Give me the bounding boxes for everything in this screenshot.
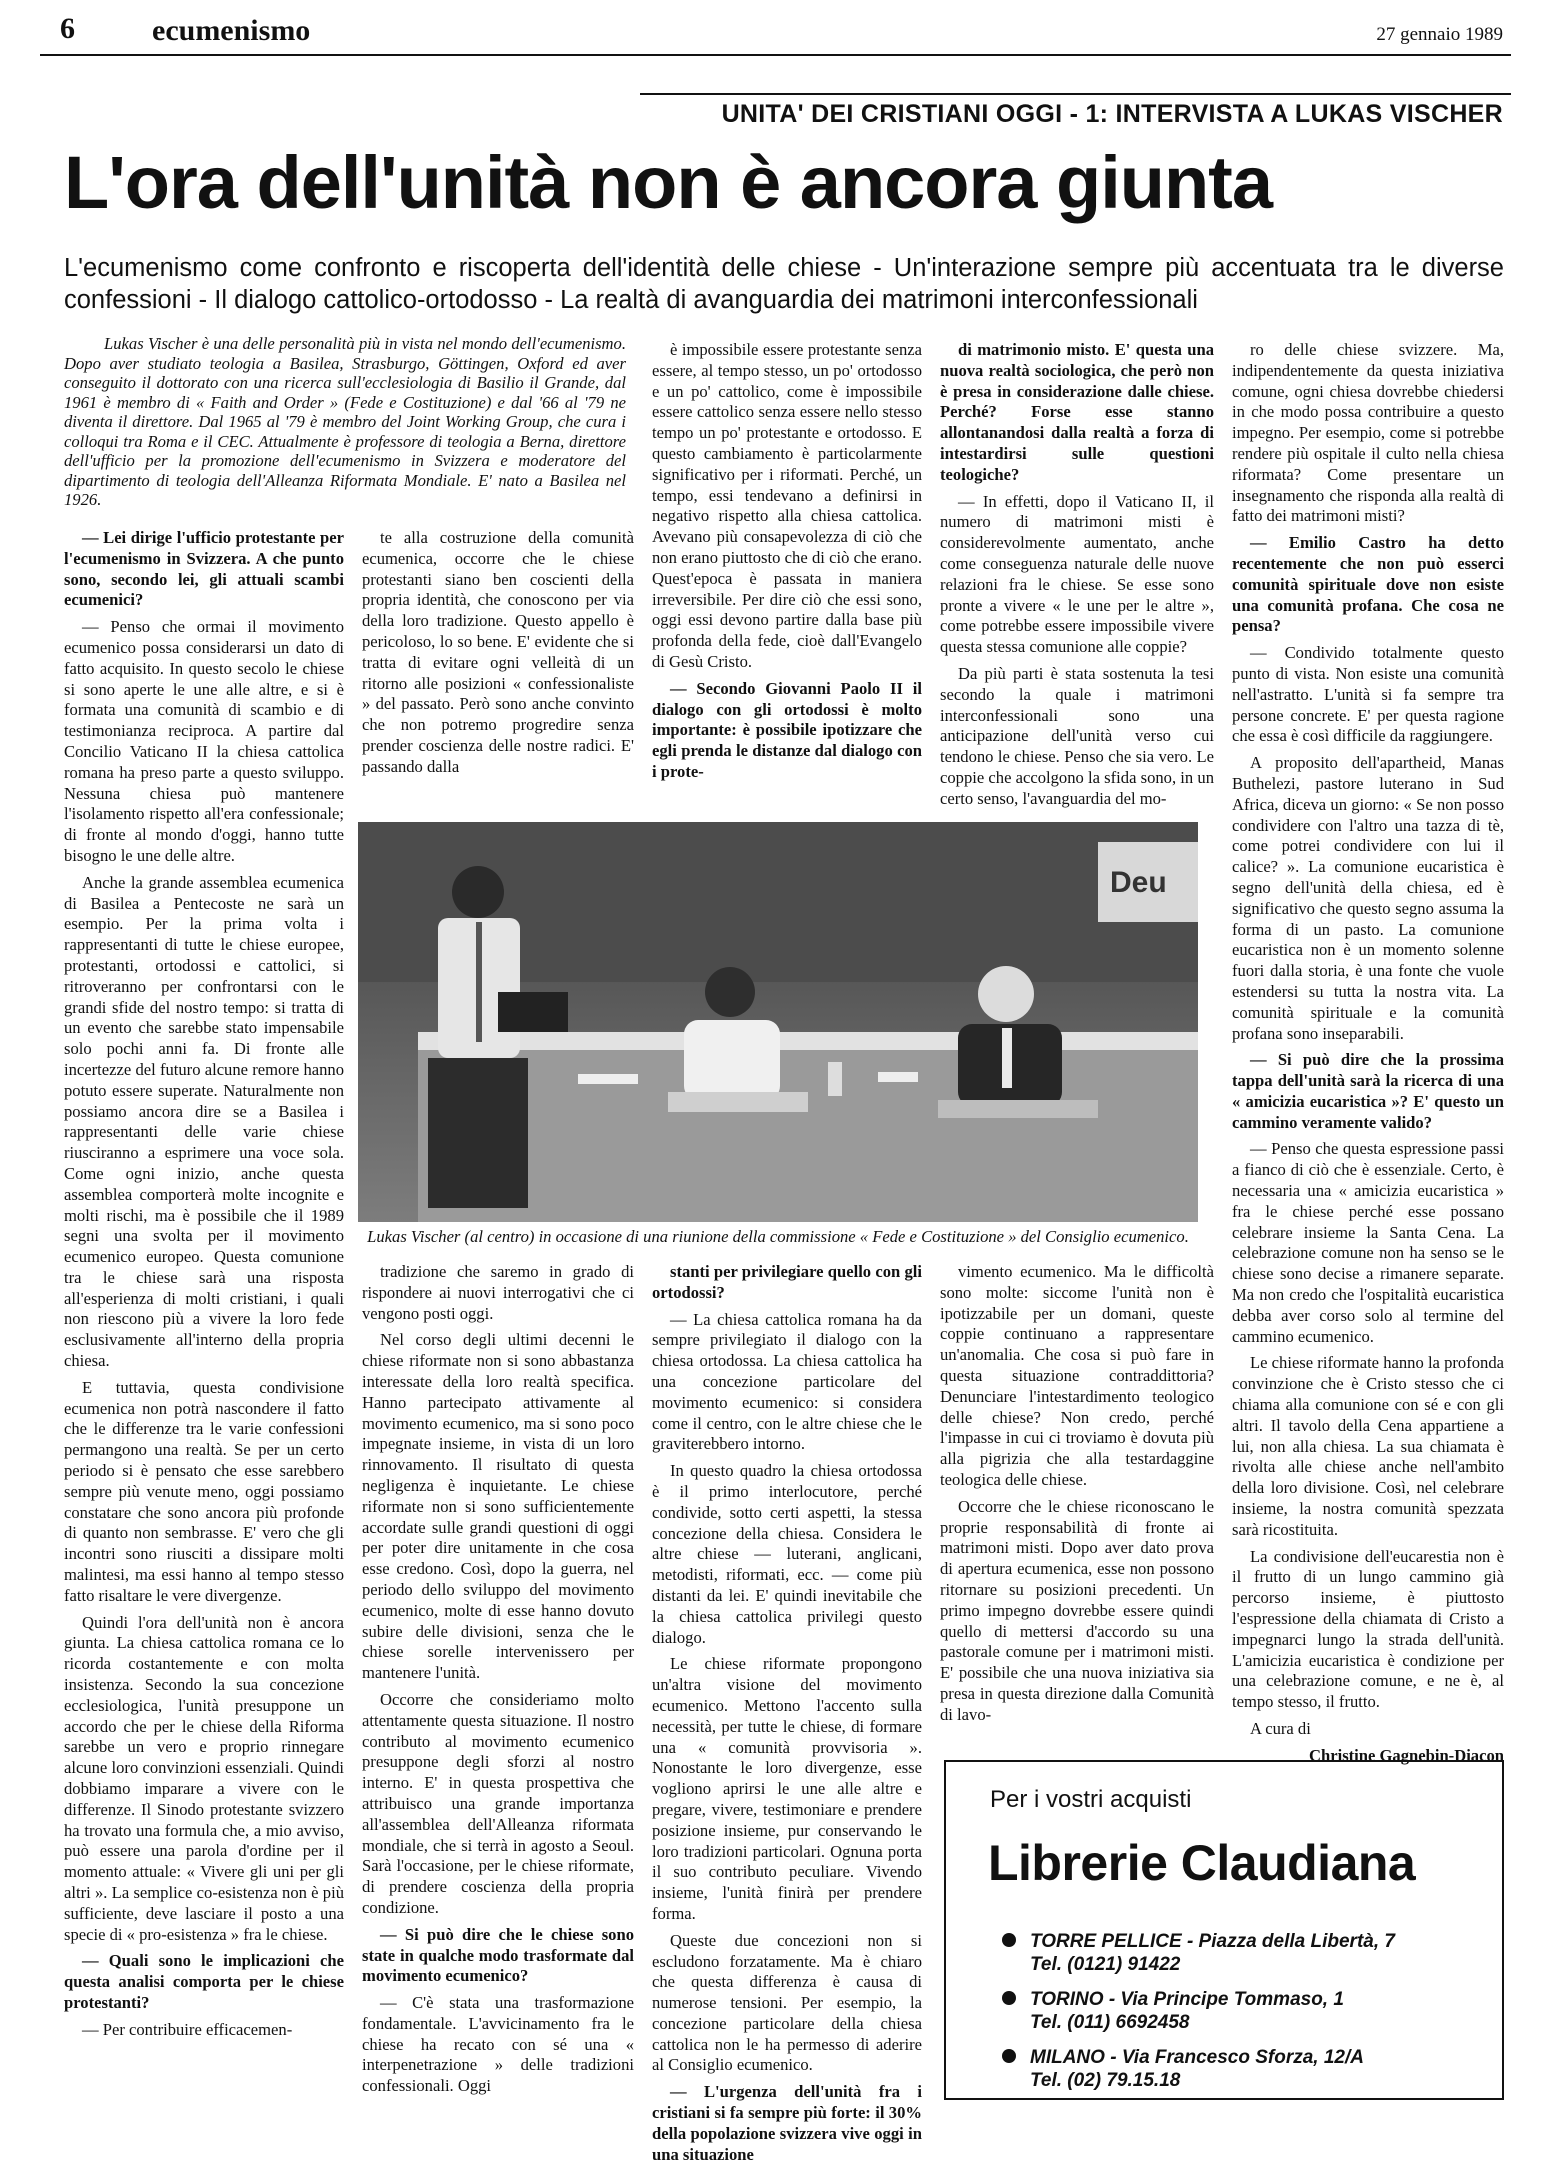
column-2-bottom [362, 1262, 634, 2148]
interview-question: — Lei dirige l'ufficio protestante per l'ecumenismo in Svizzera. A che punto sono, secondo lei, gli attuali scambi ecumenici? [64, 528, 344, 610]
article-paragraph: è impossibile essere protestante senza essere, al tempo stesso, un po' ortodosso e un po' cattolico, come è impossibile essere cattolico senza essere nello stesso tempo un po' protestante e ortodosso. E questo cambiamento è particolarmente significativo per i riformati. Perché, un tempo, essi tendevano a definirsi in negativo rispetto alla chiesa cattolica. Avevano più consapevolezza di ciò che non erano piuttosto che di ciò che erano. Quest'epoca è passata in maniera irreversibile. Per dire ciò che essi sono, oggi essi devono partire dalla base più profonda della fede, cioè dall'Evangelo di Gesù Cristo. [652, 340, 922, 671]
store-torre-pellice [1030, 1930, 1395, 1976]
article-paragraph: te alla costruzione della comunità ecumenica, occorre che le chiese protestanti siano ben coscienti della propria identità, che conoscono per via della loro tradizione. Questo appello è pericoloso, lo so bene. E' evidente che si tratta di evitare ogni velleità di un ritorno alle posizioni « confessionaliste » del passato. Però sono anche convinto che non potremo progredire senza prender coscienza delle nostre radici. E' passando dalla [362, 528, 634, 776]
article-paragraph: Occorre che consideriamo molto attentamente questa situazione. Il nostro contributo al movimento ecumenico presuppone degli sforzi al nostro interno. E' in questa prospettiva che attribuisco una grande importanza all'assemblea dell'Alleanza riformata mondiale, che si terrà in agosto a Seoul. Sarà l'occasione, per le chiese riformate, di prendere coscienza della propria condizione. [362, 1689, 634, 1917]
column-4-top [940, 340, 1214, 818]
advertisement-box [944, 1760, 1504, 2100]
banner-text: Deu [1110, 866, 1167, 899]
article-paragraph: vimento ecumenico. Ma le difficoltà sono molte: siccome l'unità non è ipotizzabile per un domani, queste coppie continuano a rappresentare un'anomalia. Che cosa si può fare in questa situazione contraddittoria? Denunciare l'intestardimento teologico delle chiese? Non credo, perché l'impasse in cui ci troviamo è dovuta più alla pigrizia che alla testardaggine teologica delle chiese. [940, 1262, 1214, 1489]
article-paragraph: — Penso che ormai il movimento ecumenico possa considerarsi un dato di fatto acquisito. In questo secolo le chiese si sono aperte le une alle altre, e si è formata una comunità di scambio e di testimonianza reciproca. A partire dal Concilio Vaticano II la chiesa cattolica romana ha preso parte a questo sviluppo. Nessuna chiesa può mantenere l'isolamento rispetto all'era confessionale; di fronte al mondo d'oggi, hanno tutte bisogno le une delle altre. [64, 617, 344, 865]
bullet-icon [1002, 1933, 1016, 1947]
article-paragraph: A proposito dell'apartheid, Manas Buthelezi, pastore luterano in Sud Africa, diceva un giorno: « Se non posso condividere con l'altro una tazza di tè, come potrei condividere con lui il calice? ». La comunione eucaristica è segno dell'unità della chiesa, ed è significativo che questo segno assuma la forma di un pasto. La comunione eucaristica non è un momento solenne fuori dalla storia, è una fonte che vuole estendersi su tutta la nostra vita. La comunità spirituale e la comunità profana sono inseparabili. [1232, 753, 1504, 1043]
interview-question: — Secondo Giovanni Paolo II il dialogo con gli ortodossi è molto importante: è possibile ipotizzare che egli prenda le distanze dal dialogo con i prote- [652, 678, 922, 781]
article-photo [358, 822, 1198, 1222]
header-rule [40, 54, 1511, 56]
author-signature: Christine Gagnebin-Diacon [1309, 1745, 1504, 1765]
article-paragraph: Quindi l'ora dell'unità non è ancora giunta. La chiesa cattolica romana ce lo ricorda costantemente e con molta insistenza. Secondo la sua concezione ecclesiologica, l'unità presuppone un accordo che per le chiese della Riforma sarebbe un vero e proprio rinnegare alcune loro convinzioni essenziali. Quindi dobbiamo imparare a vivere con le differenze. Il Sinodo protestante svizzero ha trovato una formula che, a mio avviso, può essere una parola d'ordine per il momento attuale: « Vivere gli uni per gli altri ». La semplice co-esistenza non è più sufficiente, deve lasciare il posto a una specie di « pro-esistenza » fra le chiese. [64, 1612, 344, 1944]
article-paragraph: tradizione che saremo in grado di rispondere ai nuovi interrogativi che ci vengono posti oggi. [362, 1262, 634, 1323]
article-paragraph: — C'è stata una trasformazione fondamentale. L'avvicinamento fra le chiese ha recato con sé una « interpenetrazione » delle tradizioni confessionali. Oggi [362, 1993, 634, 2096]
column-3-top [652, 340, 922, 818]
article-paragraph: Anche la grande assemblea ecumenica di Basilea a Pentecoste ne sarà un esempio. Per la prima volta i rappresentanti di tutte le chiese europee, protestanti, ortodossi e cattolici, si ritroveranno per confrontarsi con le grandi sfide del nostro tempo: si tratta di un evento che sarebbe stato impensabile solo pochi anni fa. Di fronte alle incertezze del futuro alcune remore hanno potuto essere superate. Naturalmente non possiamo ancora dire se a Basilea i rappresentanti delle varie chiese riusciranno a esprimere una voce sola. Come ogni inizio, anche questa assemblea comporterà molte incognite e molti rischi, ma è possibile che il 1989 segni una svolta per il movimento ecumenico europeo. Questa comunione tra le chiese sarà una risposta all'esperienza di molti cristiani, i quali non riescono più a vivere la loro fede esclusivamente all'interno della propria chiesa. [64, 872, 344, 1371]
column-3-bottom [652, 1262, 922, 2164]
article-paragraph: Nel corso degli ultimi decenni le chiese riformate non si sono abbastanza interessate della loro realtà specifica. Hanno partecipato attivamente al movimento ecumenico, ma si sono poco impegnate insieme, in vista di un loro rinnovamento. Il risultato di questa negligenza è inquietante. Le chiese riformate non si sono sufficientemente accordate sulle grandi questioni di oggi per poter dire unitamente in che cosa esse credono. Così, dopo la guerra, nel periodo dello sviluppo del movimento ecumenico, molte di esse hanno dovuto subire delle divisioni, senza che le chiese sorelle intervenissero per mantenere l'unità. [362, 1330, 634, 1683]
issue-date: 27 gennaio 1989 [1376, 24, 1503, 45]
article-subhead: L'ecumenismo come confronto e riscoperta dell'identità delle chiese - Un'interazione sempre più accentuata tra le diverse confessioni - Il dialogo cattolico-ortodosso - La realtà di avanguardia dei matrimoni interconfessionali [64, 254, 1504, 314]
article-paragraph: — In effetti, dopo il Vaticano II, il numero di matrimoni misti è considerevolmente aumentato, anche come conseguenza naturale delle nuove relazioni fra le chiese. Se esse sono pronte a vivere « le une per le altre », come potrebbe essere impossibile vivere questa stessa comunione alle coppie? [940, 491, 1214, 657]
article-paragraph: — Penso che questa espressione passi a fianco di ciò che è essenziale. Certo, è necessaria una « amicizia eucaristica » fra le chiese perché esse possano celebrare insieme la Santa Cena. La celebrazione comune non ha senso se le chiese sono decise a rimanere separate. Ma non credo che l'ospitalità eucaristica debba aver corso solo al termine del cammino ecumenico. [1232, 1139, 1504, 1346]
column-1 [64, 528, 344, 2148]
column-4-bottom [940, 1262, 1214, 1748]
store-phone: Tel. (02) 79.15.18 [1030, 2070, 1181, 2091]
interview-question: stanti per privilegiare quello con gli ortodossi? [652, 1262, 922, 1302]
article-headline: L'ora dell'unità non è ancora giunta [64, 141, 1272, 224]
column-2-top [362, 528, 634, 818]
article-intro [64, 334, 626, 510]
article-paragraph: Occorre che le chiese riconoscano le proprie responsabilità di fronte ai matrimoni misti. Dopo aver dato prova di apertura ecumenica, esse non possono ritornare su posizioni precedenti. Un primo impegno dovrebbe essere quindi quello di mettersi d'accordo su una pastorale comune per i matrimoni misti. E' possibile che una nuova iniziativa sia presa in questa direzione dalla Comunità di lavo- [940, 1496, 1214, 1724]
photo-caption: Lukas Vischer (al centro) in occasione di una riunione della commissione « Fede e Costituzione » del Consiglio ecumenico. [367, 1227, 1189, 1246]
store-address: MILANO - Via Francesco Sforza, 12/A [1030, 2047, 1364, 2068]
ad-kicker: Per i vostri acquisti [990, 1786, 1192, 1813]
article-paragraph: Le chiese riformate propongono un'altra visione del movimento ecumenico. Mettono l'accento sulla necessità, per tutte le chiese, di formare una « comunità provvisoria ». Nonostante le loro divergenze, esse vogliono aprirsi le une alle altre e pregare, vivere, testimoniare e prendere posizione insieme, pur conservando le loro tradizioni particolari. Ognuna porta il suo contributo peculiare. Vivendo insieme, l'unità finirà per prendere forma. [652, 1654, 922, 1923]
interview-question: — Quali sono le implicazioni che questa analisi comporta per le chiese protestanti? [64, 1951, 344, 2012]
ad-brand: Librerie Claudiana [988, 1835, 1416, 1891]
store-phone: Tel. (0121) 91422 [1030, 1954, 1181, 1975]
interview-question: — Emilio Castro ha detto recentemente che non può esserci comunità spirituale dove non esiste una comunità profana. Che cosa ne pensa? [1232, 533, 1504, 636]
article-paragraph: Da più parti è stata sostenuta la tesi secondo la quale i matrimoni interconfessionali sono una anticipazione dell'unità verso cui tendono le chiese. Penso che sia vero. Le coppie che accolgono la sfida sono, in un certo senso, l'avanguardia del mo- [940, 663, 1214, 808]
section-title: ecumenismo [152, 14, 311, 47]
page-number: 6 [60, 12, 75, 45]
article-paragraph: E tuttavia, questa condivisione ecumenica non potrà nascondere il fatto che le differenze tra le varie confessioni permangono una realtà. Se per un certo periodo si è pensato che esse sarebbero sempre più venute meno, oggi possiamo constatare che sono ancora più profonde di quanto non sembrasse. E' vero che gli incontri sono riusciti a dissipare molti malintesi, ma essi hanno al tempo stesso fatto risaltare le vere divergenze. [64, 1377, 344, 1605]
interview-question: — Si può dire che le chiese sono state in qualche modo trasformate dal movimento ecumenico? [362, 1924, 634, 1986]
interview-question: di matrimonio misto. E' questa una nuova realtà sociologica, che però non è presa in considerazione dalle chiese. Perché? Forse esse stanno allontanandosi dalla realtà a forza di intestardirsi sulle questioni teologiche? [940, 340, 1214, 484]
interview-question: — L'urgenza dell'unità fra i cristiani si fa sempre più forte: il 30% della popolazione svizzera vive oggi in una situazione [652, 2082, 922, 2164]
article-paragraph: — Condivido totalmente questo punto di vista. Non esiste una comunità nell'astratto. L'unità si fa sempre tra persone concrete. E' per questa ragione che essa è così difficile da raggiungere. [1232, 643, 1504, 746]
store-address: TORRE PELLICE - Piazza della Libertà, 7 [1030, 1931, 1395, 1952]
bullet-icon [1002, 2049, 1016, 2063]
article-paragraph: — Per contribuire efficacemen- [82, 2019, 293, 2039]
column-5 [1232, 340, 1504, 1765]
store-torino [1030, 1988, 1344, 2034]
article-paragraph: ro delle chiese svizzere. Ma, indipendentemente da questa iniziativa comune, ogni chiesa dovrebbe chiedersi in che modo possa contribuire a questo impegno. Per esempio, come si potrebbe rendere più ospitale il culto nella chiesa riformata? Come presentare un insegnamento che risponda alla realtà di fatto dei matrimoni misti? [1232, 340, 1504, 526]
bullet-icon [1002, 1991, 1016, 2005]
intro-text: Lukas Vischer è una delle personalità più in vista nel mondo dell'ecumenismo. Dopo aver studiato teologia a Basilea, Strasburgo, Göttingen, Oxford ed aver conseguito il dottorato con una ricerca sull'ecclesiologia di Basilio il Grande, dal 1961 è membro di « Faith and Order » (Fede e Costituzione) e dal '66 al '79 ne diventa il direttore. Dal 1965 al '79 è membro del Joint Working Group, che cura i colloqui tra Roma e il CEC. Attualmente è professore di teologia a Berna, direttore dell'ufficio per la promozione dell'ecumenismo in Svizzera e moderatore del dipartimento di teologia dell'Alleanza Riformata Mondiale. E' nato a Basilea nel 1926. [64, 334, 626, 509]
article-paragraph: Le chiese riformate hanno la profonda convinzione che è Cristo stesso che ci chiama alla comunione con sé e con gli altri. Il tavolo della Cena appartiene a lui, non alla chiesa. La sua chiamata è rivolta alle chiese anche nell'ambito della loro divisione. Così, nel celebrare insieme, la nostra comunità spezzata sarà ricostituita. [1232, 1353, 1504, 1539]
article-kicker: UNITA' DEI CRISTIANI OGGI - 1: INTERVISTA A LUKAS VISCHER [721, 100, 1503, 128]
kicker-rule [640, 93, 1511, 95]
article-paragraph: — La chiesa cattolica romana ha da sempre privilegiato il dialogo con la chiesa ortodossa. La chiesa cattolica ha una concezione particolare del movimento ecumenico: si considera come il centro, con le altre chiese che le graviterebbero intorno. [652, 1309, 922, 1454]
article-paragraph: In questo quadro la chiesa ortodossa è il primo interlocutore, perché condivide, sotto certi aspetti, la stessa concezione della chiesa. Considera le altre chiese — luterani, anglicani, metodisti, riformati, ecc. — come più distanti da lei. E' quindi inevitabile che la chiesa cattolica privilegi questo dialogo. [652, 1461, 922, 1647]
interview-question: — Si può dire che la prossima tappa dell'unità sarà la ricerca di una « amicizia eucaristica »? E' questo un cammino veramente valido? [1232, 1050, 1504, 1132]
meeting-photo-illustration [358, 822, 1198, 1222]
store-phone: Tel. (011) 6692458 [1030, 2012, 1190, 2033]
article-paragraph: A cura di [1250, 1719, 1311, 1738]
article-paragraph: La condivisione dell'eucarestia non è il frutto di un lungo cammino già percorso insieme, è piuttosto l'espressione della chiamata di Cristo a impegnarci lungo la strada dell'unità. L'amicizia eucaristica è condizione per una celebrazione comune, e ne è, al tempo stesso, il frutto. [1232, 1546, 1504, 1712]
store-milano [1030, 2046, 1364, 2092]
article-paragraph: Queste due concezioni non si escludono forzatamente. Ma è chiaro che questa differenza è causa di numerose tensioni. Per esempio, la concezione particolare della chiesa cattolica non le ha permesso di aderire al Consiglio ecumenico. [652, 1930, 922, 2075]
store-address: TORINO - Via Principe Tommaso, 1 [1030, 1989, 1344, 2010]
